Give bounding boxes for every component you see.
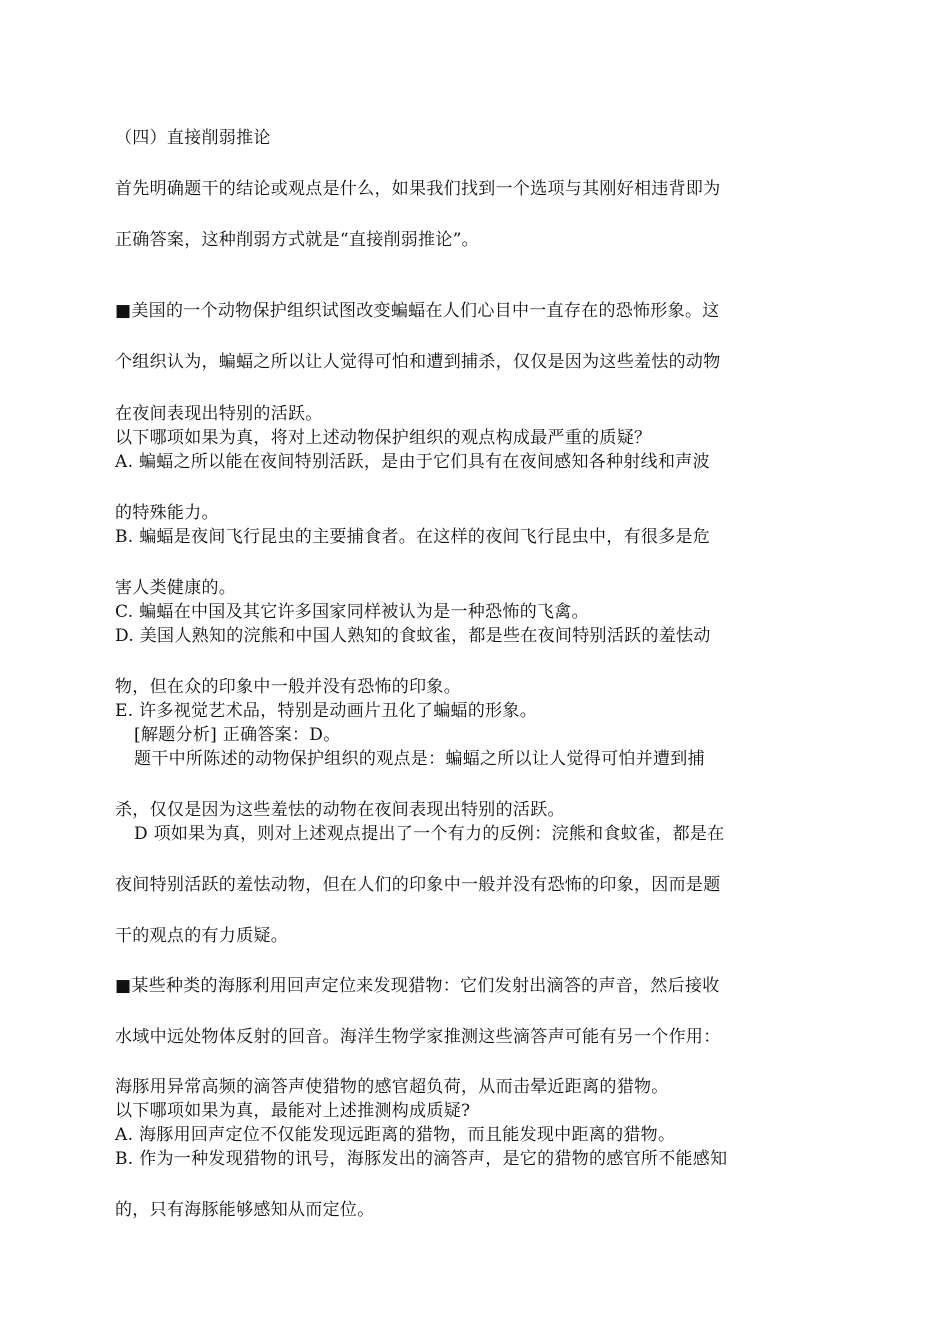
q1-option-line: E. 许多视觉艺术品，特别是动画片丑化了蝙蝠的形象。 [115, 701, 538, 721]
q2-option-line: 的，只有海豚能够感知从而定位。 [115, 1200, 375, 1220]
q1-option-line: 物，但在众的印象中一般并没有恐怖的印象。 [115, 677, 461, 697]
q1-option-line: 害人类健康的。 [115, 578, 237, 598]
q1-option-line: D. 美国人熟知的浣熊和中国人熟知的食蚊雀，都是些在夜间特别活跃的羞怯动 [115, 626, 711, 646]
intro-line: 首先明确题干的结论或观点是什么，如果我们找到一个选项与其刚好相违背即为 [115, 179, 721, 199]
q1-stem-line: 在夜间表现出特别的活跃。 [115, 404, 323, 424]
q1-analysis-line: D 项如果为真，则对上述观点提出了一个有力的反例：浣熊和食蚊雀，都是在 [134, 824, 725, 844]
q1-option-line: 的特殊能力。 [115, 503, 219, 523]
q2-stem-line: 海豚用异常高频的滴答声使猎物的感官超负荷，从而击晕近距离的猎物。 [115, 1077, 669, 1097]
q2-question: 以下哪项如果为真，最能对上述推测构成质疑? [115, 1101, 471, 1121]
section-heading: （四）直接削弱推论 [115, 128, 271, 148]
q1-option-line: A. 蝙蝠之所以能在夜间特别活跃，是由于它们具有在夜间感知各种射线和声波 [115, 452, 710, 472]
q1-analysis-line: 夜间特别活跃的羞怯动物，但在人们的印象中一般并没有恐怖的印象，因而是题 [115, 875, 721, 895]
q1-stem-line: 个组织认为，蝙蝠之所以让人觉得可怕和遭到捕杀，仅仅是因为这些羞怯的动物 [115, 352, 721, 372]
q1-answer: [解题分析] 正确答案：D。 [134, 725, 341, 745]
q2-option-line: B. 作为一种发现猎物的讯号，海豚发出的滴答声，是它的猎物的感官所不能感知 [115, 1149, 728, 1169]
q2-stem-line: 水域中远处物体反射的回音。海洋生物学家推测这些滴答声可能有另一个作用： [115, 1027, 721, 1047]
q1-analysis-line: 题干中所陈述的动物保护组织的观点是：蝙蝠之所以让人觉得可怕并遭到捕 [134, 749, 705, 769]
intro-line: 正确答案，这种削弱方式就是“直接削弱推论”。 [115, 230, 479, 250]
q1-question: 以下哪项如果为真，将对上述动物保护组织的观点构成最严重的质疑？ [115, 428, 652, 448]
q1-option-line: B. 蝙蝠是夜间飞行昆虫的主要捕食者。在这样的夜间飞行昆虫中，有很多是危 [115, 527, 711, 547]
q2-option-line: A. 海豚用回声定位不仅能发现远距离的猎物，而且能发现中距离的猎物。 [115, 1125, 676, 1145]
q2-stem-line: ■某些种类的海豚利用回声定位来发现猎物：它们发射出滴答的声音，然后接收 [115, 976, 720, 996]
q1-analysis-line: 杀，仅仅是因为这些羞怯的动物在夜间表现出特别的活跃。 [115, 800, 565, 820]
q1-stem-line: ■美国的一个动物保护组织试图改变蝙蝠在人们心目中一直存在的恐怖形象。这 [115, 301, 720, 321]
q1-option-line: C. 蝙蝠在中国及其它许多国家同样被认为是一种恐怖的飞禽。 [115, 602, 589, 622]
q1-analysis-line: 干的观点的有力质疑。 [115, 926, 288, 946]
